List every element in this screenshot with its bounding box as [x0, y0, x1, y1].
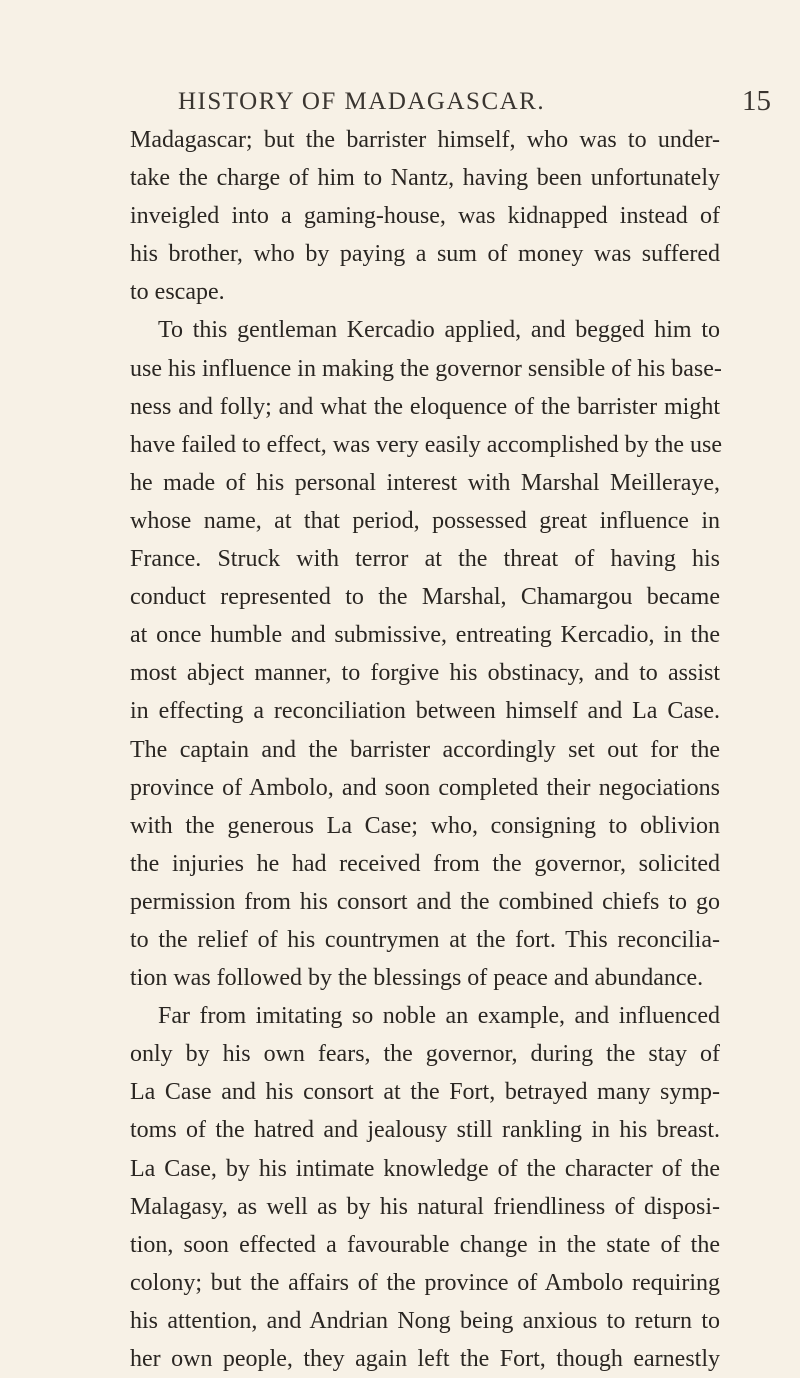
text-line: tion, soon effected a favourable change in the state of the [130, 1231, 720, 1258]
text-line: Madagascar; but the barrister himself, who was to under- [130, 127, 720, 153]
text-line: colony; but the affairs of the province of Ambolo requiring [130, 1269, 720, 1296]
text-line: whose name, at that period, possessed great influence in [130, 507, 720, 534]
text-line: France. Struck with terror at the threat of having his [130, 546, 720, 573]
text-line: he made of his personal interest with Marshal Meilleraye, [130, 469, 720, 496]
text-line: with the generous La Case; who, consigning to oblivion [130, 812, 720, 839]
body-text [130, 121, 720, 1378]
text-line: La Case, by his intimate knowledge of the character of the [130, 1155, 720, 1182]
text-line: his brother, who by paying a sum of money was suffered [130, 241, 720, 268]
text-line: The captain and the barrister accordingly set out for the [130, 736, 720, 763]
text-line: conduct represented to the Marshal, Chamargou became [130, 584, 720, 611]
text-line: La Case and his consort at the Fort, betrayed many symp- [130, 1079, 720, 1106]
text-line: to the relief of his countrymen at the fort. This reconcilia- [130, 926, 720, 953]
text-line: to escape. [130, 279, 225, 306]
text-line: ness and folly; and what the eloquence of the barrister might [130, 393, 720, 420]
text-line: Far from imitating so noble an example, and influenced [158, 1003, 720, 1030]
text-line: inveigled into a gaming-house, was kidnapped instead of [130, 203, 720, 230]
text-line: take the charge of him to Nantz, having been unfortunately [130, 165, 720, 192]
text-line: Malagasy, as well as by his natural friendliness of disposi- [130, 1193, 720, 1220]
text-line: use his influence in making the governor sensible of his base- [130, 355, 722, 382]
text-line: only by his own fears, the governor, during the stay of [130, 1041, 720, 1068]
text-line: To this gentleman Kercadio applied, and begged him to [158, 317, 720, 344]
text-line: her own people, they again left the Fort, though earnestly [130, 1346, 720, 1372]
text-line: in effecting a reconciliation between himself and La Case. [130, 698, 720, 725]
text-line: have failed to effect, was very easily accomplished by the use [130, 431, 722, 458]
text-line: the injuries he had received from the governor, solicited [130, 850, 720, 877]
text-line: toms of the hatred and jealousy still rankling in his breast. [130, 1117, 720, 1144]
page-number: 15 [742, 85, 771, 117]
text-line: permission from his consort and the combined chiefs to go [130, 888, 720, 915]
text-line: tion was followed by the blessings of peace and abundance. [130, 965, 704, 992]
running-head: HISTORY OF MADAGASCAR. [178, 88, 546, 115]
text-line: most abject manner, to forgive his obstinacy, and to assist [130, 660, 720, 687]
text-line: at once humble and submissive, entreating Kercadio, in the [130, 622, 720, 649]
text-line: his attention, and Andrian Nong being anxious to return to [130, 1307, 720, 1334]
text-line: province of Ambolo, and soon completed their negociations [130, 774, 720, 801]
